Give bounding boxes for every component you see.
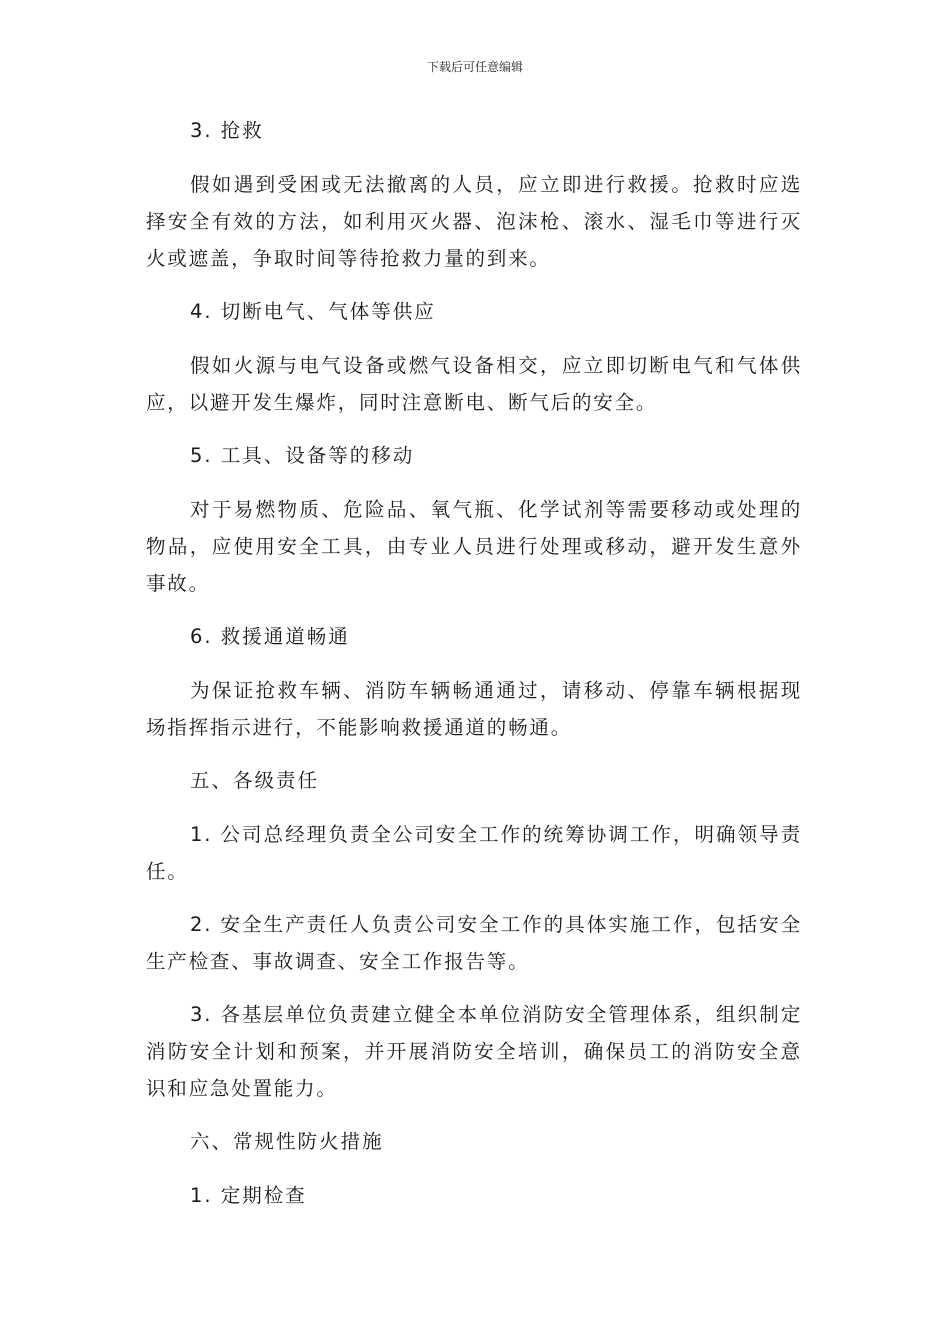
section-heading: 6. 救援通道畅通 — [190, 625, 350, 648]
section-heading: 五、各级责任 — [190, 769, 320, 792]
section-heading: 1. 定期检查 — [190, 1184, 307, 1207]
paragraph: 对于易燃物质、危险品、氧气瓶、化学试剂等需要移动或处理的物品，应使用安全工具，由专业人员进行处理或移动，避开发生意外事故。 — [146, 498, 802, 595]
section-heading: 3. 抢救 — [190, 119, 264, 142]
paragraph: 3. 各基层单位负责建立健全本单位消防安全管理体系，组织制定消防安全计划和预案，并开展消防安全培训，确保员工的消防安全意识和应急处置能力。 — [146, 1003, 802, 1100]
paragraph: 1. 公司总经理负责全公司安全工作的统筹协调工作，明确领导责任。 — [146, 823, 802, 883]
section-heading: 5. 工具、设备等的移动 — [190, 444, 415, 467]
paragraph: 2. 安全生产责任人负责公司安全工作的具体实施工作，包括安全生产检查、事故调查、安全工作报告等。 — [146, 913, 802, 973]
header-note: 下载后可任意编辑 — [426, 60, 523, 74]
section-heading: 六、常规性防火措施 — [190, 1130, 384, 1153]
paragraph: 为保证抢救车辆、消防车辆畅通通过，请移动、停靠车辆根据现场指挥指示进行，不能影响救援通道的畅通。 — [146, 679, 802, 739]
paragraph: 假如遇到受困或无法撤离的人员，应立即进行救援。抢救时应选择安全有效的方法，如利用灭火器、泡沫枪、滚水、湿毛巾等进行灭火或遮盖，争取时间等待抢救力量的到来。 — [146, 173, 802, 270]
section-heading: 4. 切断电气、气体等供应 — [190, 300, 436, 323]
document-body — [146, 112, 802, 1214]
paragraph: 假如火源与电气设备或燃气设备相交，应立即切断电气和气体供应，以避开发生爆炸，同时注意断电、断气后的安全。 — [146, 354, 802, 414]
